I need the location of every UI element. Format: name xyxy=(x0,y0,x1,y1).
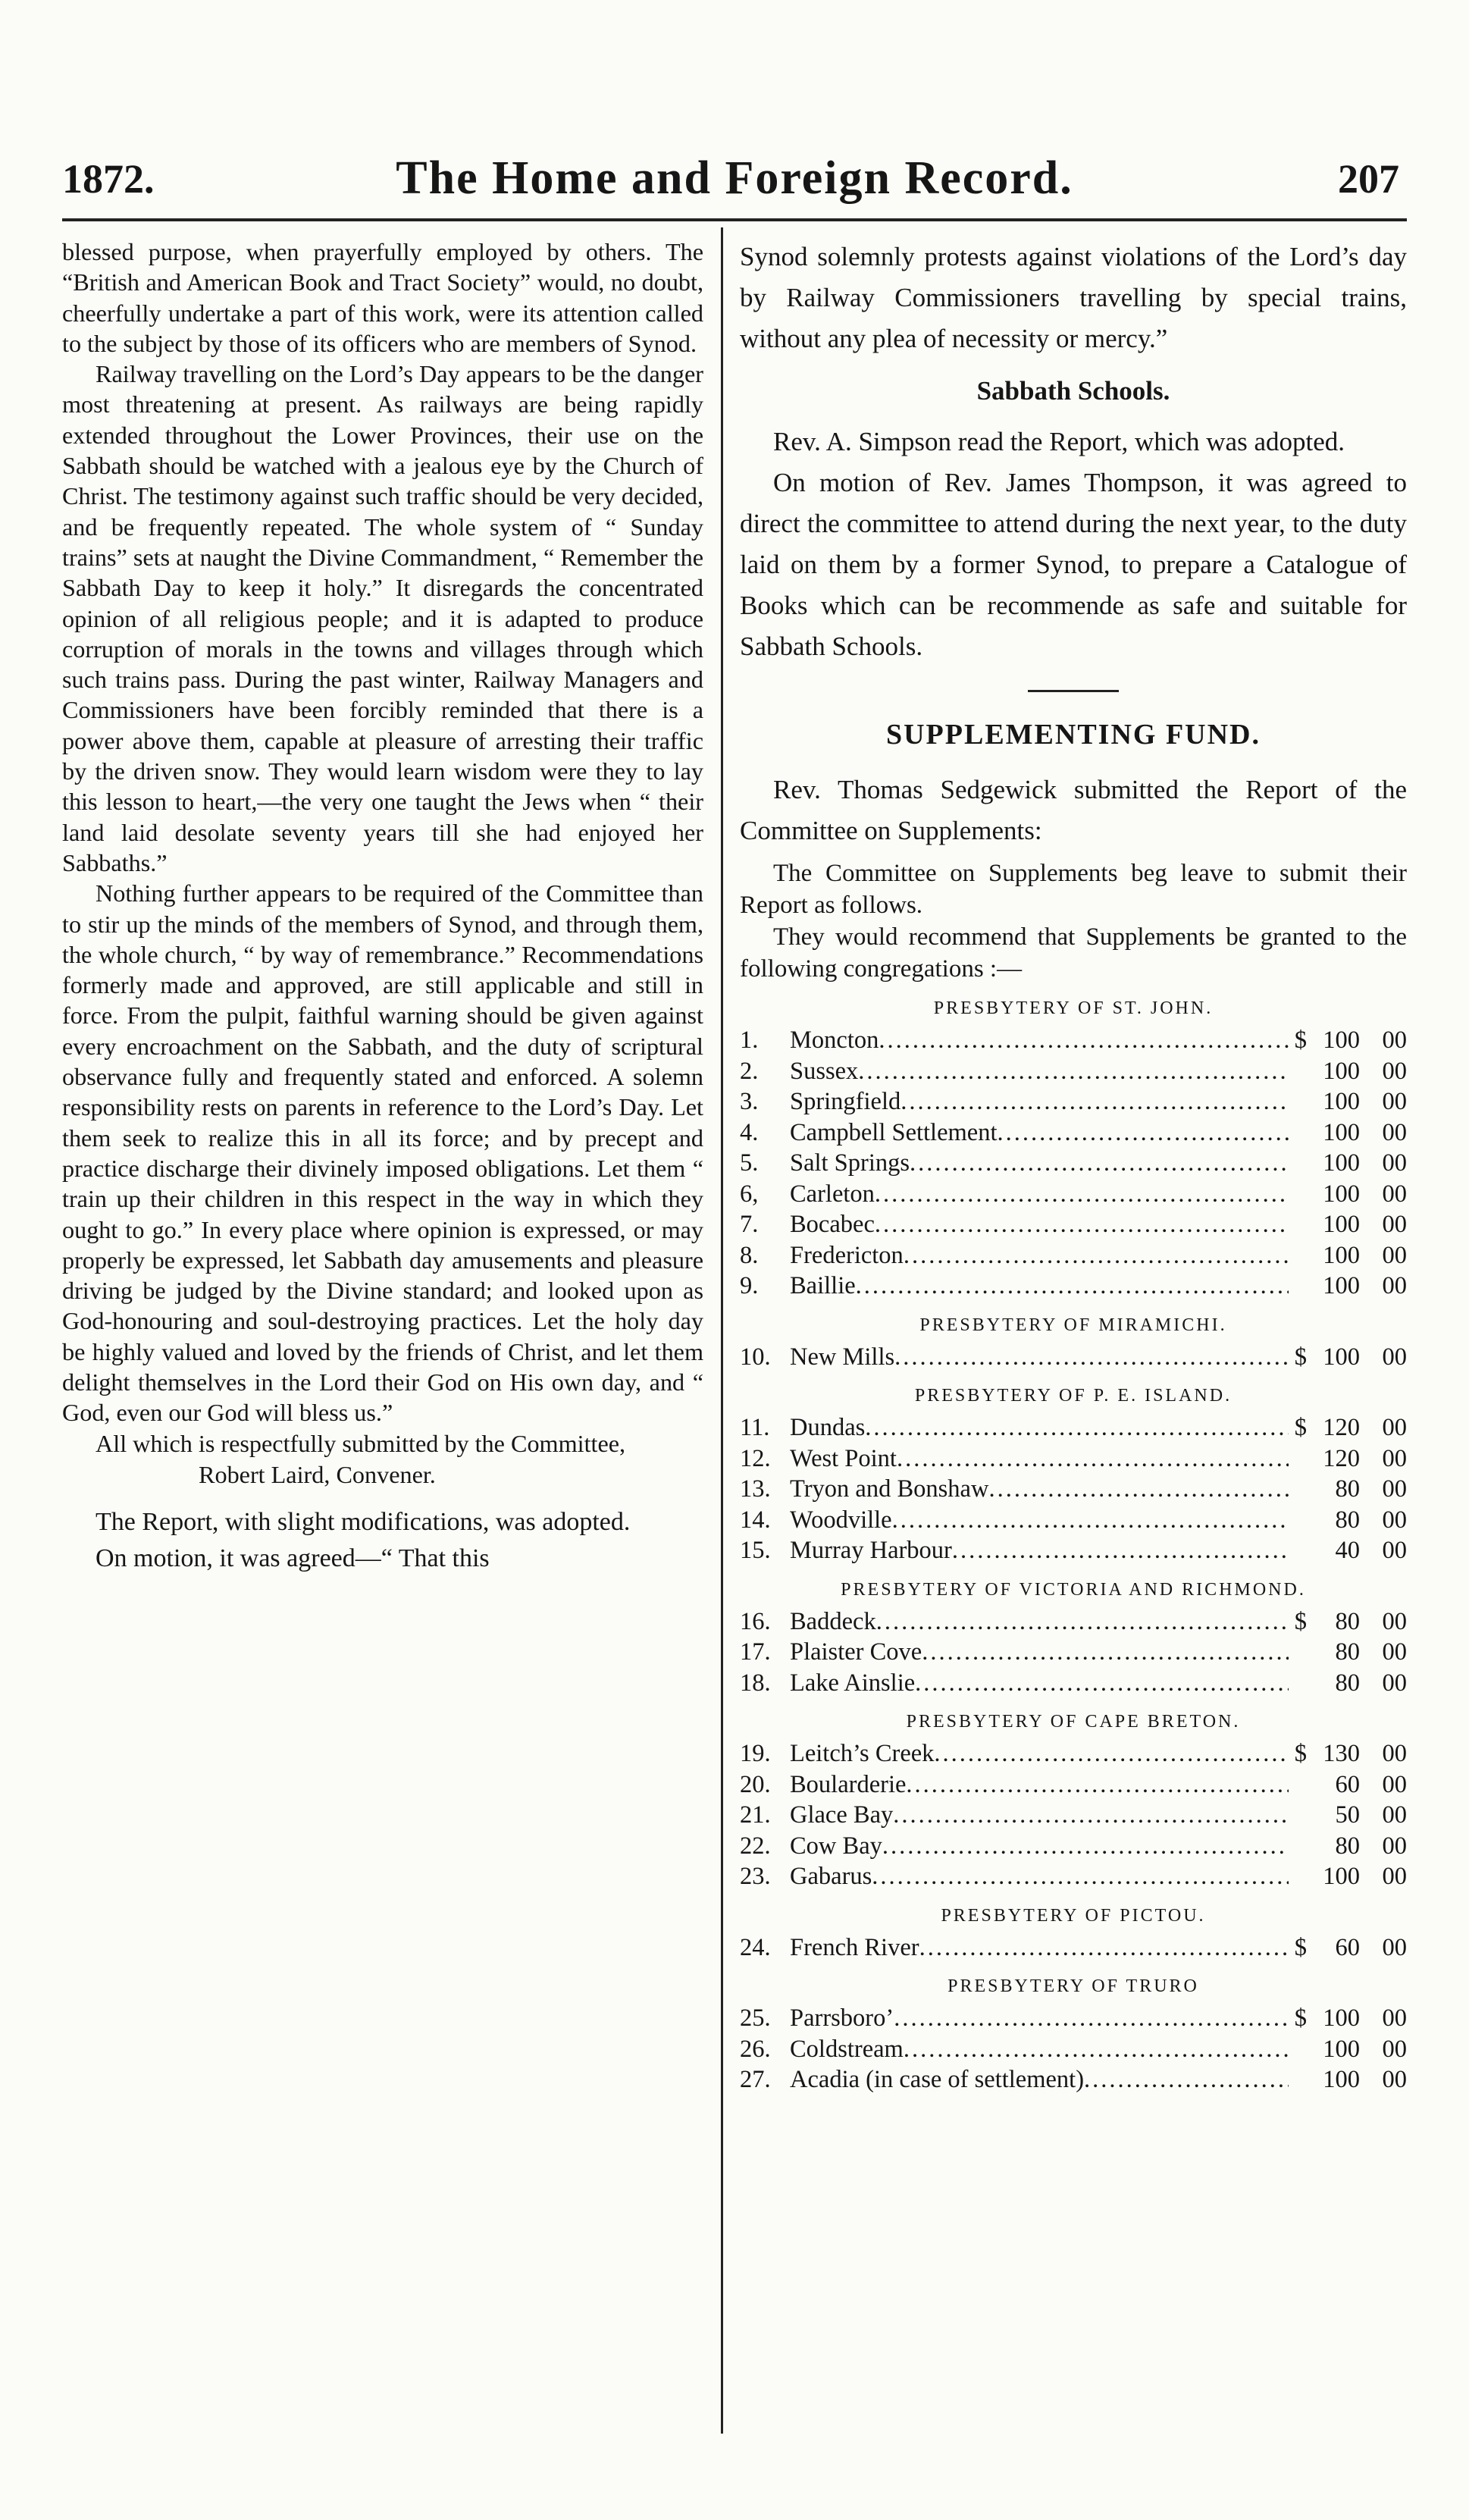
row-number: 7. xyxy=(740,1211,759,1238)
presbytery-heading: PRESBYTERY OF PICTOU. xyxy=(941,1905,1206,1926)
leader-dots xyxy=(952,1535,1289,1566)
amount: 100 xyxy=(1323,1118,1360,1146)
row-number: 6, xyxy=(740,1180,759,1208)
dollar-sign xyxy=(1289,1637,1307,1668)
amount: 60 xyxy=(1335,1933,1360,1961)
dollar-sign xyxy=(1289,1668,1307,1699)
leader-dots xyxy=(904,2034,1289,2065)
right-paragraph: Rev. A. Simpson read the Report, which was adopted. xyxy=(773,427,1345,456)
presbytery-heading: PRESBYTERY OF VICTORIA AND RICHMOND. xyxy=(841,1579,1306,1600)
congregation-name: Bocabec xyxy=(790,1211,875,1238)
amount: 100 xyxy=(1323,1272,1360,1299)
dollar-sign xyxy=(1289,1535,1307,1566)
cents: 00 xyxy=(1382,1669,1407,1697)
row-number: 15. xyxy=(740,1537,771,1564)
cents: 00 xyxy=(1382,1801,1407,1829)
row-number: 17. xyxy=(740,1638,771,1666)
supplement-row xyxy=(740,1668,1407,1699)
row-number: 19. xyxy=(740,1740,771,1767)
cents: 00 xyxy=(1382,1607,1407,1635)
cents: 00 xyxy=(1382,1026,1407,1054)
dollar-sign: $ xyxy=(1294,1343,1307,1371)
leader-dots xyxy=(919,1932,1289,1964)
congregation-name: West Point xyxy=(790,1444,897,1472)
dollar-sign xyxy=(1289,1117,1307,1149)
amount: 80 xyxy=(1335,1607,1360,1635)
amount: 100 xyxy=(1323,1863,1360,1890)
supplement-row xyxy=(740,1505,1407,1536)
presbytery-heading: PRESBYTERY OF CAPE BRETON. xyxy=(906,1712,1241,1732)
leader-dots xyxy=(901,1086,1289,1117)
leader-dots xyxy=(934,1738,1289,1769)
congregation-name: Lake Ainslie xyxy=(790,1669,916,1697)
right-paragraph: The Committee on Supplements beg leave to submit their Report as follows. xyxy=(740,860,1407,919)
supplement-row xyxy=(740,1637,1407,1668)
right-paragraph: On motion of Rev. James Thompson, it was agreed to direct the committee to attend during the next year, to the duty laid on them by a former Synod, to prepare a Catalogue of Books which can be recommende as safe and suitable for Sabbath Schools. xyxy=(740,468,1407,661)
supplement-row xyxy=(740,2003,1407,2034)
dollar-sign xyxy=(1289,1086,1307,1117)
congregation-name: Tryon and Bonshaw xyxy=(790,1475,989,1503)
supplement-row xyxy=(740,1606,1407,1638)
dollar-sign: $ xyxy=(1294,1414,1307,1441)
leader-dots xyxy=(910,1148,1289,1179)
leader-dots xyxy=(894,2003,1289,2034)
leader-dots xyxy=(893,1800,1289,1831)
row-number: 10. xyxy=(740,1343,771,1371)
leader-dots xyxy=(906,1769,1289,1801)
column-divider xyxy=(721,227,723,2434)
cents: 00 xyxy=(1382,2035,1407,2063)
leader-dots xyxy=(856,1271,1289,1302)
amount: 100 xyxy=(1323,1211,1360,1238)
amount: 120 xyxy=(1323,1444,1360,1472)
left-paragraph: On motion, it was agreed—“ That this xyxy=(96,1544,490,1572)
supplement-row xyxy=(740,1769,1407,1801)
supplement-row xyxy=(740,1831,1407,1862)
dollar-sign xyxy=(1289,1505,1307,1536)
left-column xyxy=(62,237,703,1577)
amount: 80 xyxy=(1335,1506,1360,1534)
row-number: 14. xyxy=(740,1506,771,1534)
supplement-row xyxy=(740,1117,1407,1149)
row-number: 3. xyxy=(740,1088,759,1115)
supplement-row xyxy=(740,1535,1407,1566)
congregation-name: Boularderie xyxy=(790,1770,907,1798)
congregation-name: Salt Springs xyxy=(790,1149,910,1177)
amount: 80 xyxy=(1335,1832,1360,1860)
amount: 100 xyxy=(1323,1180,1360,1208)
amount: 100 xyxy=(1323,1343,1360,1371)
congregation-name: Springfield xyxy=(790,1088,901,1115)
row-number: 25. xyxy=(740,2004,771,2032)
presbytery-heading: PRESBYTERY OF MIRAMICHI. xyxy=(919,1315,1227,1335)
amount: 50 xyxy=(1335,1801,1360,1829)
amount: 100 xyxy=(1323,1057,1360,1085)
amount: 120 xyxy=(1323,1414,1360,1441)
amount: 80 xyxy=(1335,1638,1360,1666)
dollar-sign xyxy=(1289,1209,1307,1240)
header-rule xyxy=(62,218,1407,221)
amount: 100 xyxy=(1323,1149,1360,1177)
congregation-name: Campbell Settlement xyxy=(790,1118,998,1146)
cents: 00 xyxy=(1382,1414,1407,1441)
supplement-row xyxy=(740,1932,1407,1964)
supplement-row xyxy=(740,2034,1407,2065)
row-number: 12. xyxy=(740,1444,771,1472)
row-number: 18. xyxy=(740,1669,771,1697)
right-column xyxy=(740,237,1407,2095)
row-number: 22. xyxy=(740,1832,771,1860)
page-header xyxy=(0,0,1469,227)
leader-dots xyxy=(865,1412,1289,1443)
dollar-sign xyxy=(1289,2064,1307,2095)
row-number: 5. xyxy=(740,1149,759,1177)
congregation-name: Carleton xyxy=(790,1180,875,1208)
leader-dots xyxy=(998,1117,1289,1149)
congregation-name: Baillie xyxy=(790,1272,856,1299)
leader-dots xyxy=(894,1342,1289,1373)
header-page-number: 207 xyxy=(1338,156,1399,202)
cents: 00 xyxy=(1382,2066,1407,2093)
supplement-row xyxy=(740,1086,1407,1117)
row-number: 27. xyxy=(740,2066,771,2093)
dollar-sign: $ xyxy=(1294,2004,1307,2032)
row-number: 4. xyxy=(740,1118,759,1146)
left-paragraph: All which is respectfully submitted by the Committee, xyxy=(96,1429,626,1457)
cents: 00 xyxy=(1382,2004,1407,2032)
supplement-row xyxy=(740,2064,1407,2095)
header-year: 1872. xyxy=(62,156,155,202)
leader-dots xyxy=(876,1606,1289,1638)
leader-dots xyxy=(872,1861,1289,1892)
row-number: 26. xyxy=(740,2035,771,2063)
supplement-row xyxy=(740,1800,1407,1831)
supplement-row xyxy=(740,1412,1407,1443)
supplement-row xyxy=(740,1056,1407,1087)
supplement-row xyxy=(740,1271,1407,1302)
dollar-sign xyxy=(1289,1800,1307,1831)
left-paragraph: blessed purpose, when prayerfully employed by others. The “British and American Book and Tract Society” would, no doubt, cheerfully undertake a part of this work, were its attention called to the subject by those of its officers who are members of Synod. xyxy=(62,238,703,357)
amount: 100 xyxy=(1323,1241,1360,1269)
dollar-sign xyxy=(1289,1271,1307,1302)
row-number: 20. xyxy=(740,1770,771,1798)
row-number: 16. xyxy=(740,1607,771,1635)
left-paragraph: Nothing further appears to be required of the Committee than to stir up the minds of the members of Synod, and through them, the whole church, “ by way of remembrance.” Recommendations formerly made and approved, are still applicable and still in force. From the pulpit, faithful warning should be given against every encroachment on the Sabbath, and the duty of scriptural observance fully and frequently stated and enforced. A solemn responsibility rests on parents in reference to the Lord’s Day. Let them seek to realize this in all its force; and by precept and practice discharge their divinely imposed obligations. Let them “ train up their children in this respect in the way in which they ought to go.” In every place where opinion is expressed, or may properly be expressed, let Sabbath day amusements and pleasure driving be judged by the Divine standard; and looked upon as God-honouring and soul-destroying practices. Let the holy day be highly valued and loved by the friends of Christ, and let them delight themselves in the Lord their God on His own day, and “ God, even our God will bless us.” xyxy=(62,879,703,1427)
presbytery-heading: PRESBYTERY OF TRURO xyxy=(947,1976,1199,1996)
leader-dots xyxy=(1084,2064,1289,2095)
amount: 100 xyxy=(1323,1088,1360,1115)
cents: 00 xyxy=(1382,1180,1407,1208)
supplements-list xyxy=(740,998,1407,2095)
row-number: 8. xyxy=(740,1241,759,1269)
leader-dots xyxy=(875,1179,1289,1210)
supplement-row xyxy=(740,1179,1407,1210)
row-number: 23. xyxy=(740,1863,771,1890)
congregation-name: French River xyxy=(790,1933,919,1961)
congregation-name: Plaister Cove xyxy=(790,1638,922,1666)
cents: 00 xyxy=(1382,1343,1407,1371)
cents: 00 xyxy=(1382,1057,1407,1085)
leader-dots xyxy=(882,1831,1289,1862)
dollar-sign: $ xyxy=(1294,1607,1307,1635)
left-paragraph: The Report, with slight modifications, was adopted. xyxy=(96,1507,631,1536)
leader-dots xyxy=(879,1025,1289,1056)
supplementing-fund-heading: SUPPLEMENTING FUND. xyxy=(885,719,1261,751)
dollar-sign xyxy=(1289,1831,1307,1862)
cents: 00 xyxy=(1382,1832,1407,1860)
congregation-name: Acadia (in case of settlement) xyxy=(790,2066,1085,2093)
congregation-name: Fredericton xyxy=(790,1241,904,1269)
congregation-name: Woodville xyxy=(790,1506,892,1534)
cents: 00 xyxy=(1382,1475,1407,1503)
amount: 100 xyxy=(1323,2035,1360,2063)
amount: 80 xyxy=(1335,1475,1360,1503)
leader-dots xyxy=(922,1637,1289,1668)
cents: 00 xyxy=(1382,1770,1407,1798)
supplement-row xyxy=(740,1025,1407,1056)
cents: 00 xyxy=(1382,1211,1407,1238)
row-number: 1. xyxy=(740,1026,759,1054)
amount: 100 xyxy=(1323,1026,1360,1054)
supplement-row xyxy=(740,1443,1407,1475)
report-signature: Robert Laird, Convener. xyxy=(199,1460,436,1488)
dollar-sign xyxy=(1289,1056,1307,1087)
congregation-name: Murray Harbour xyxy=(790,1537,952,1564)
leader-dots xyxy=(858,1056,1289,1087)
cents: 00 xyxy=(1382,1933,1407,1961)
congregation-name: Coldstream xyxy=(790,2035,904,2063)
congregation-name: Parrsboro’ xyxy=(790,2004,894,2032)
cents: 00 xyxy=(1382,1241,1407,1269)
supplement-row xyxy=(740,1209,1407,1240)
congregation-name: New Mills xyxy=(790,1343,895,1371)
congregation-name: Moncton xyxy=(790,1026,879,1054)
amount: 80 xyxy=(1335,1669,1360,1697)
cents: 00 xyxy=(1382,1118,1407,1146)
amount: 40 xyxy=(1335,1537,1360,1564)
dollar-sign xyxy=(1289,1443,1307,1475)
dollar-sign xyxy=(1289,1240,1307,1271)
leader-dots xyxy=(988,1474,1289,1505)
congregation-name: Sussex xyxy=(790,1057,859,1085)
congregation-name: Baddeck xyxy=(790,1607,876,1635)
cents: 00 xyxy=(1382,1740,1407,1767)
dollar-sign xyxy=(1289,1861,1307,1892)
cents: 00 xyxy=(1382,1272,1407,1299)
cents: 00 xyxy=(1382,1506,1407,1534)
dollar-sign xyxy=(1289,2034,1307,2065)
supplement-row xyxy=(740,1474,1407,1505)
leader-dots xyxy=(904,1240,1289,1271)
congregation-name: Leitch’s Creek xyxy=(790,1740,935,1767)
section-rule xyxy=(1028,690,1119,692)
dollar-sign xyxy=(1289,1474,1307,1505)
dollar-sign: $ xyxy=(1294,1933,1307,1961)
presbytery-heading: PRESBYTERY OF ST. JOHN. xyxy=(933,998,1214,1018)
row-number: 13. xyxy=(740,1475,771,1503)
dollar-sign: $ xyxy=(1294,1026,1307,1054)
dollar-sign xyxy=(1289,1148,1307,1179)
leader-dots xyxy=(915,1668,1289,1699)
header-title: The Home and Foreign Record. xyxy=(396,152,1073,204)
cents: 00 xyxy=(1382,1149,1407,1177)
amount: 60 xyxy=(1335,1770,1360,1798)
supplement-row xyxy=(740,1861,1407,1892)
dollar-sign xyxy=(1289,1769,1307,1801)
amount: 100 xyxy=(1323,2066,1360,2093)
congregation-name: Glace Bay xyxy=(790,1801,894,1829)
cents: 00 xyxy=(1382,1537,1407,1564)
supplement-row xyxy=(740,1738,1407,1769)
row-number: 9. xyxy=(740,1272,759,1299)
row-number: 2. xyxy=(740,1057,759,1085)
dollar-sign xyxy=(1289,1179,1307,1210)
amount: 130 xyxy=(1323,1740,1360,1767)
congregation-name: Gabarus xyxy=(790,1863,872,1890)
cents: 00 xyxy=(1382,1444,1407,1472)
right-paragraph: Rev. Thomas Sedgewick submitted the Report of the Committee on Supplements: xyxy=(740,775,1407,845)
row-number: 21. xyxy=(740,1801,771,1829)
left-paragraph: Railway travelling on the Lord’s Day appears to be the danger most threatening at present. As railways are being rapidly extended throughout the Lower Provinces, their use on the Sabbath should be watched with a jealous eye by the Church of Christ. The testimony against such traffic should be very decided, and be frequently repeated. The whole system of “ Sunday trains” sets at naught the Divine Commandment, “ Remember the Sabbath Day to keep it holy.” It disregards the concentrated opinion of all religious people; and it is adapted to produce corruption of morals in the towns and villages through which such trains pass. During the past winter, Railway Managers and Commissioners have been forcibly reminded that there is a power above them, capable at pleasure of arresting their traffic by the driven snow. They would learn wisdom were they to lay this lesson to heart,—the very one taught the Jews when “ their land laid desolate seventy years till she had enjoyed her Sabbaths.” xyxy=(62,360,703,876)
leader-dots xyxy=(897,1443,1289,1475)
leader-dots xyxy=(892,1505,1289,1536)
row-number: 11. xyxy=(740,1414,770,1441)
congregation-name: Dundas xyxy=(790,1414,866,1441)
right-paragraph: They would recommend that Supplements be granted to the following congregations :— xyxy=(740,923,1407,983)
presbytery-heading: PRESBYTERY OF P. E. ISLAND. xyxy=(914,1386,1233,1406)
right-paragraph: Synod solemnly protests against violations of the Lord’s day by Railway Commissioners travelling by special trains, without any plea of necessity or mercy.” xyxy=(740,242,1407,353)
cents: 00 xyxy=(1382,1088,1407,1115)
amount: 100 xyxy=(1323,2004,1360,2032)
supplement-row xyxy=(740,1148,1407,1179)
cents: 00 xyxy=(1382,1863,1407,1890)
dollar-sign: $ xyxy=(1294,1740,1307,1767)
supplement-row xyxy=(740,1240,1407,1271)
supplement-row xyxy=(740,1342,1407,1373)
leader-dots xyxy=(875,1209,1289,1240)
cents: 00 xyxy=(1382,1638,1407,1666)
row-number: 24. xyxy=(740,1933,771,1961)
congregation-name: Cow Bay xyxy=(790,1832,882,1860)
sabbath-schools-heading: Sabbath Schools. xyxy=(976,376,1170,406)
